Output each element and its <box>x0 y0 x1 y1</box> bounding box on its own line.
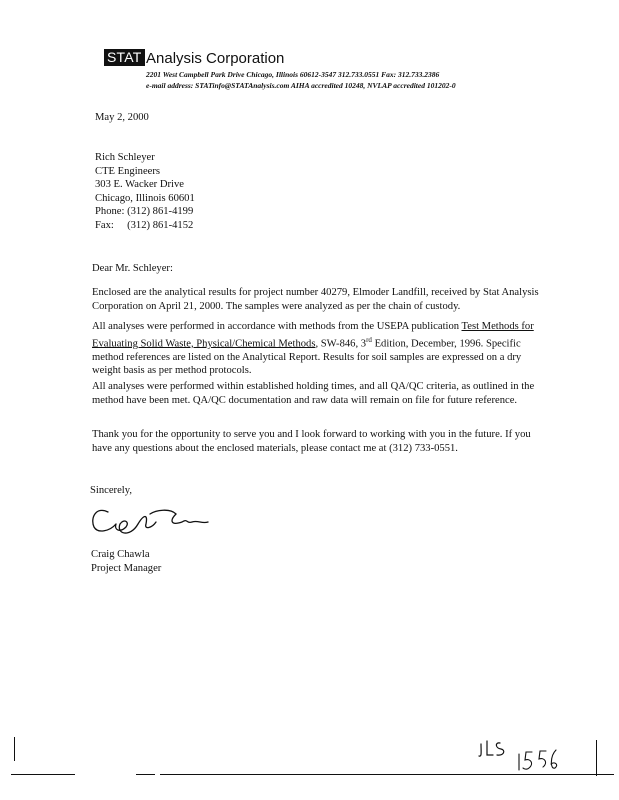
scan-artifact-line <box>136 774 155 775</box>
publication-title: Test Methods for Evaluating Solid Waste, Physical/Chemical Methods <box>92 321 534 350</box>
company-contact: e-mail address: STATinfo@STATAnalysis.com AIHA accredited 10248, NVLAP accredited 101202-0 <box>146 81 456 90</box>
paragraph-thanks: Thank you for the opportunity to serve you and I look forward to working with you in the future. If you have any questions about the enclosed materials, please contact me at (312) 733-0551. <box>92 429 531 454</box>
paragraph-qaqc: All analyses were performed within established holding times, and all QA/QC criteria, as outlined in the method have been met. QA/QC documentation and raw data will remain on file for future reference. <box>92 381 535 406</box>
fax-number: (312) 861-4152 <box>127 219 194 231</box>
closing: Sincerely, <box>90 485 132 496</box>
scan-artifact-line <box>14 737 15 761</box>
recipient-company: CTE Engineers <box>95 165 161 177</box>
paragraph-methods <box>92 320 548 378</box>
signer-block <box>91 548 161 575</box>
methods-intro: All analyses were performed in accordance with methods from the USEPA publication <box>92 321 462 332</box>
company-address: 2201 West Campbell Park Drive Chicago, Illinois 60612-3547 312.733.0551 Fax: 312.733.2386 <box>146 70 440 79</box>
scan-artifact-line <box>11 774 75 775</box>
recipient-street: 303 E. Wacker Drive <box>95 179 184 191</box>
letter-date: May 2, 2000 <box>95 112 149 123</box>
signature-icon <box>86 500 216 540</box>
methods-edition: , SW-846, 3 <box>315 338 367 350</box>
methods-details: Edition, December, 1996. Specific method references are listed on the Analytical Report. Results for soil samples are expressed on a dry weight basis as per method protocols. <box>92 338 522 377</box>
signer-title: Project Manager <box>91 562 162 574</box>
recipient-city: Chicago, Illinois 60601 <box>95 192 195 204</box>
handwritten-initials <box>478 738 512 760</box>
signer-name: Craig Chawla <box>91 549 150 560</box>
scan-artifact-line <box>160 774 614 775</box>
fax-label: Fax: <box>95 219 114 231</box>
recipient-block <box>95 151 195 233</box>
handwritten-page-number <box>516 748 560 774</box>
edition-ordinal: rd <box>366 335 372 344</box>
greeting: Dear Mr. Schleyer: <box>92 263 173 274</box>
recipient-phone: Phone: (312) 861-4199 <box>95 206 194 218</box>
scan-artifact-line <box>596 740 597 776</box>
company-name: Analysis Corporation <box>146 50 285 67</box>
recipient-name: Rich Schleyer <box>95 152 155 163</box>
recipient-fax <box>95 219 195 233</box>
company-logo: STAT <box>104 49 145 66</box>
paragraph-results: Enclosed are the analytical results for project number 40279, Elmoder Landfill, received by Stat Analysis Corporation on April 21, 2000. The samples were analyzed as per the chain of custody. <box>92 287 539 312</box>
